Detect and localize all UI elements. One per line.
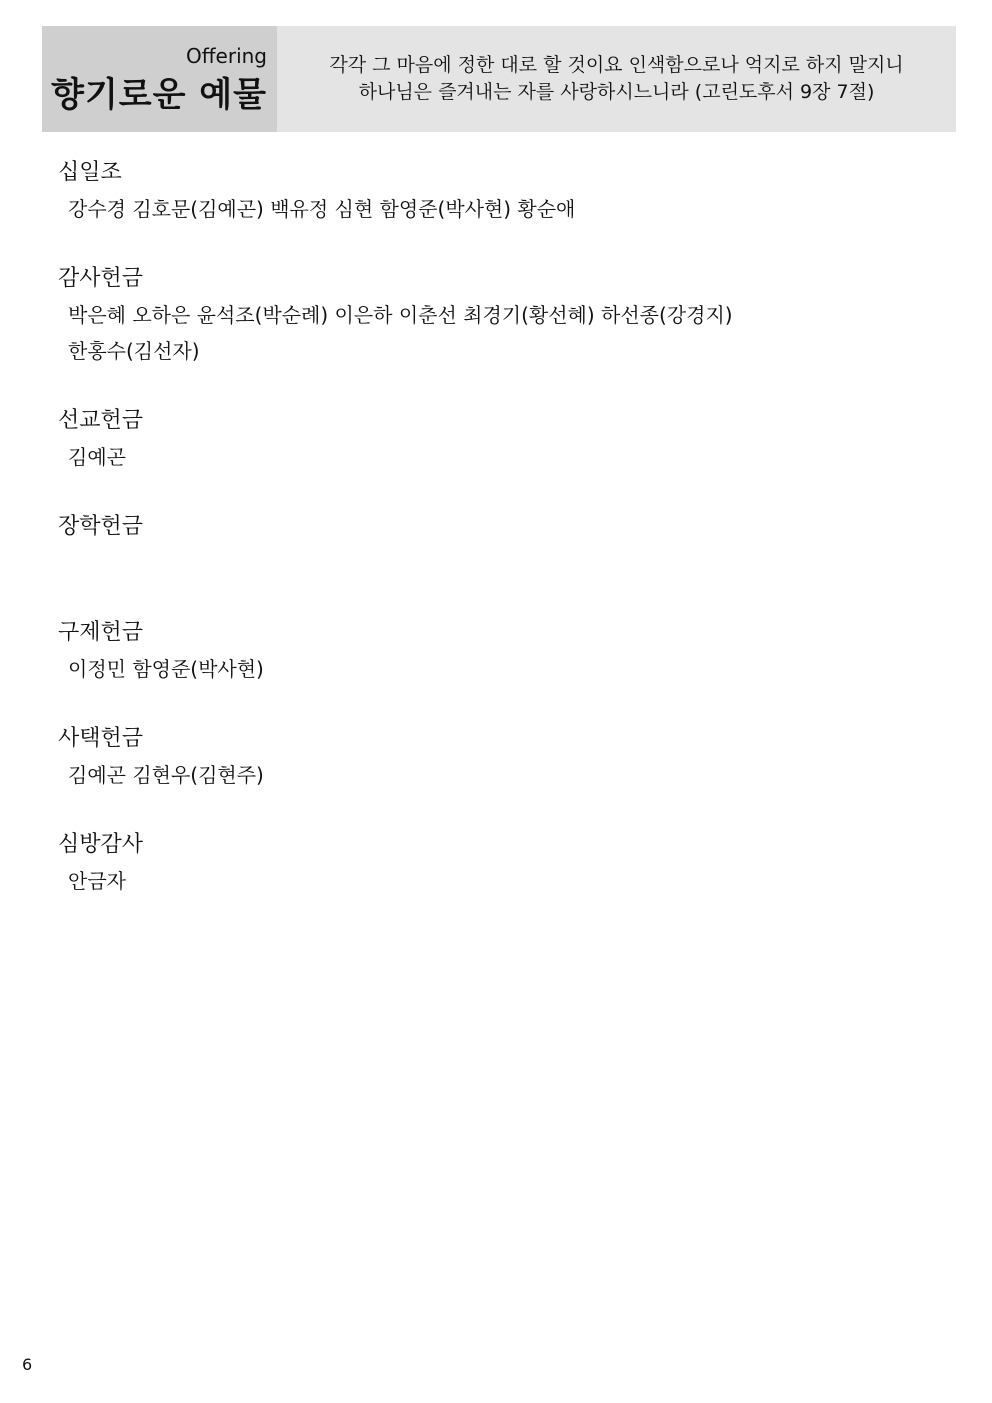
offering-list: [58, 155, 938, 933]
title-korean: 향기로운 예물: [51, 75, 267, 115]
names-line: 박은혜 오하은 윤석조(박순례) 이은하 이춘선 최경기(황선혜) 하선종(강경지): [68, 303, 733, 327]
section-names: [68, 757, 938, 793]
names-line: 한홍수(김선자): [68, 339, 200, 363]
names-line: 강수경 김호문(김예곤) 백유정 심현 함영준(박사현) 황순애: [68, 197, 576, 221]
verse-line-2: 하나님은 즐겨내는 자를 사랑하시느니라 (고린도후서 9장 7절): [358, 81, 875, 103]
section-title: 선교헌금: [58, 408, 144, 433]
section-title: 심방감사: [58, 832, 144, 857]
section-names: [68, 191, 938, 227]
verse-line-1: 각각 그 마음에 정한 대로 할 것이요 인색함으로나 억지로 하지 말지니: [329, 54, 904, 76]
section-relief: [58, 615, 938, 687]
section-title: 장학헌금: [58, 514, 144, 539]
names-line: 안금자: [68, 869, 126, 893]
bible-verse: [277, 26, 956, 132]
section-title: 십일조: [58, 160, 122, 185]
section-names: [68, 651, 938, 687]
names-line: 김예곤 김현우(김현주): [68, 763, 264, 787]
title-block: [42, 26, 277, 132]
section-names: [68, 297, 938, 369]
names-line: 이정민 함영준(박사현): [68, 657, 264, 681]
section-names: [68, 439, 938, 475]
section-thanksgiving: [58, 261, 938, 369]
section-tithe: [58, 155, 938, 227]
title-english: Offering: [186, 44, 267, 68]
section-title: 구제헌금: [58, 620, 144, 645]
section-title: 감사헌금: [58, 266, 144, 291]
section-title: 사택헌금: [58, 726, 144, 751]
section-scholarship: [58, 509, 938, 545]
offering-header: [42, 26, 956, 132]
section-parsonage: [58, 721, 938, 793]
page-number: 6: [22, 1355, 33, 1374]
names-line: 김예곤: [68, 445, 126, 469]
section-names: [68, 863, 938, 899]
section-mission: [58, 403, 938, 475]
section-visitation: [58, 827, 938, 899]
